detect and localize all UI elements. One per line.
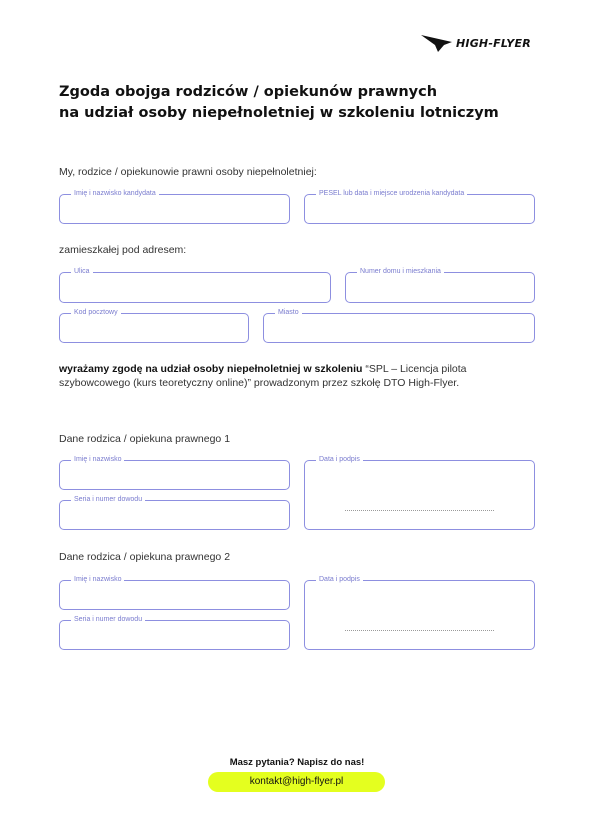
brand-name: HIGH-FLYER xyxy=(456,36,531,50)
candidate-name-input[interactable] xyxy=(66,203,283,219)
candidate-pesel-input[interactable] xyxy=(311,203,528,219)
field-label: Numer domu i mieszkania xyxy=(357,267,444,277)
field-label: Imię i nazwisko kandydata xyxy=(71,189,159,199)
postal-code-input[interactable] xyxy=(66,322,242,338)
intro-text: My, rodzice / opiekunowie prawni osoby niepełnoletniej: xyxy=(59,166,317,178)
signature-line xyxy=(345,630,494,631)
street-input[interactable] xyxy=(66,281,324,298)
parent1-signature-field[interactable] xyxy=(304,456,535,530)
contact-email-link[interactable]: kontakt@high-flyer.pl xyxy=(208,772,385,792)
field-label: PESEL lub data i miejsce urodzenia kandydata xyxy=(316,189,467,199)
parent2-name-input[interactable] xyxy=(66,589,283,605)
parent1-heading: Dane rodzica / opiekuna prawnego 1 xyxy=(59,433,231,445)
field-label: Imię i nazwisko xyxy=(71,575,124,585)
parent1-id-input[interactable] xyxy=(66,509,283,525)
parent2-heading: Dane rodzica / opiekuna prawnego 2 xyxy=(59,551,231,563)
signature-line xyxy=(345,510,494,511)
field-label: Seria i numer dowodu xyxy=(71,615,145,625)
candidate-pesel-field[interactable] xyxy=(304,190,535,224)
parent1-id-field[interactable] xyxy=(59,496,290,530)
field-label: Miasto xyxy=(275,308,302,318)
consent-bold: wyrażamy zgodę na udział osoby niepełnoletniej w szkoleniu xyxy=(59,363,363,375)
postal-code-field[interactable] xyxy=(59,309,249,343)
city-input[interactable] xyxy=(270,322,528,338)
title-line-1: Zgoda obojga rodziców / opiekunów prawnych xyxy=(59,84,438,100)
title-line-2: na udział osoby niepełnoletniej w szkoleniu lotniczym xyxy=(59,105,499,121)
wing-arrow-icon xyxy=(421,33,453,53)
field-label: Data i podpis xyxy=(316,455,363,465)
parent2-signature-field[interactable] xyxy=(304,576,535,650)
candidate-name-field[interactable] xyxy=(59,190,290,224)
field-label: Data i podpis xyxy=(316,575,363,585)
page-title xyxy=(59,82,529,124)
parent2-id-field[interactable] xyxy=(59,616,290,650)
city-field[interactable] xyxy=(263,309,535,343)
address-intro-text: zamieszkałej pod adresem: xyxy=(59,244,187,256)
contact-question: Masz pytania? Napisz do nas! xyxy=(229,757,365,768)
street-field[interactable] xyxy=(59,268,331,303)
consent-rest: “SPL – Licencja pilota szybowcowego (kurs teoretyczny online)” prowadzonym przez szkołę DTO High-Flyer. xyxy=(59,363,467,389)
brand-logo xyxy=(421,33,531,53)
house-number-field[interactable] xyxy=(345,268,535,303)
field-label: Ulica xyxy=(71,267,93,277)
field-label: Seria i numer dowodu xyxy=(71,495,145,505)
parent2-name-field[interactable] xyxy=(59,576,290,610)
parent1-name-input[interactable] xyxy=(66,469,283,485)
parent1-name-field[interactable] xyxy=(59,456,290,490)
parent2-id-input[interactable] xyxy=(66,629,283,645)
house-number-input[interactable] xyxy=(352,281,528,298)
field-label: Kod pocztowy xyxy=(71,308,121,318)
consent-statement xyxy=(59,362,535,390)
field-label: Imię i nazwisko xyxy=(71,455,124,465)
